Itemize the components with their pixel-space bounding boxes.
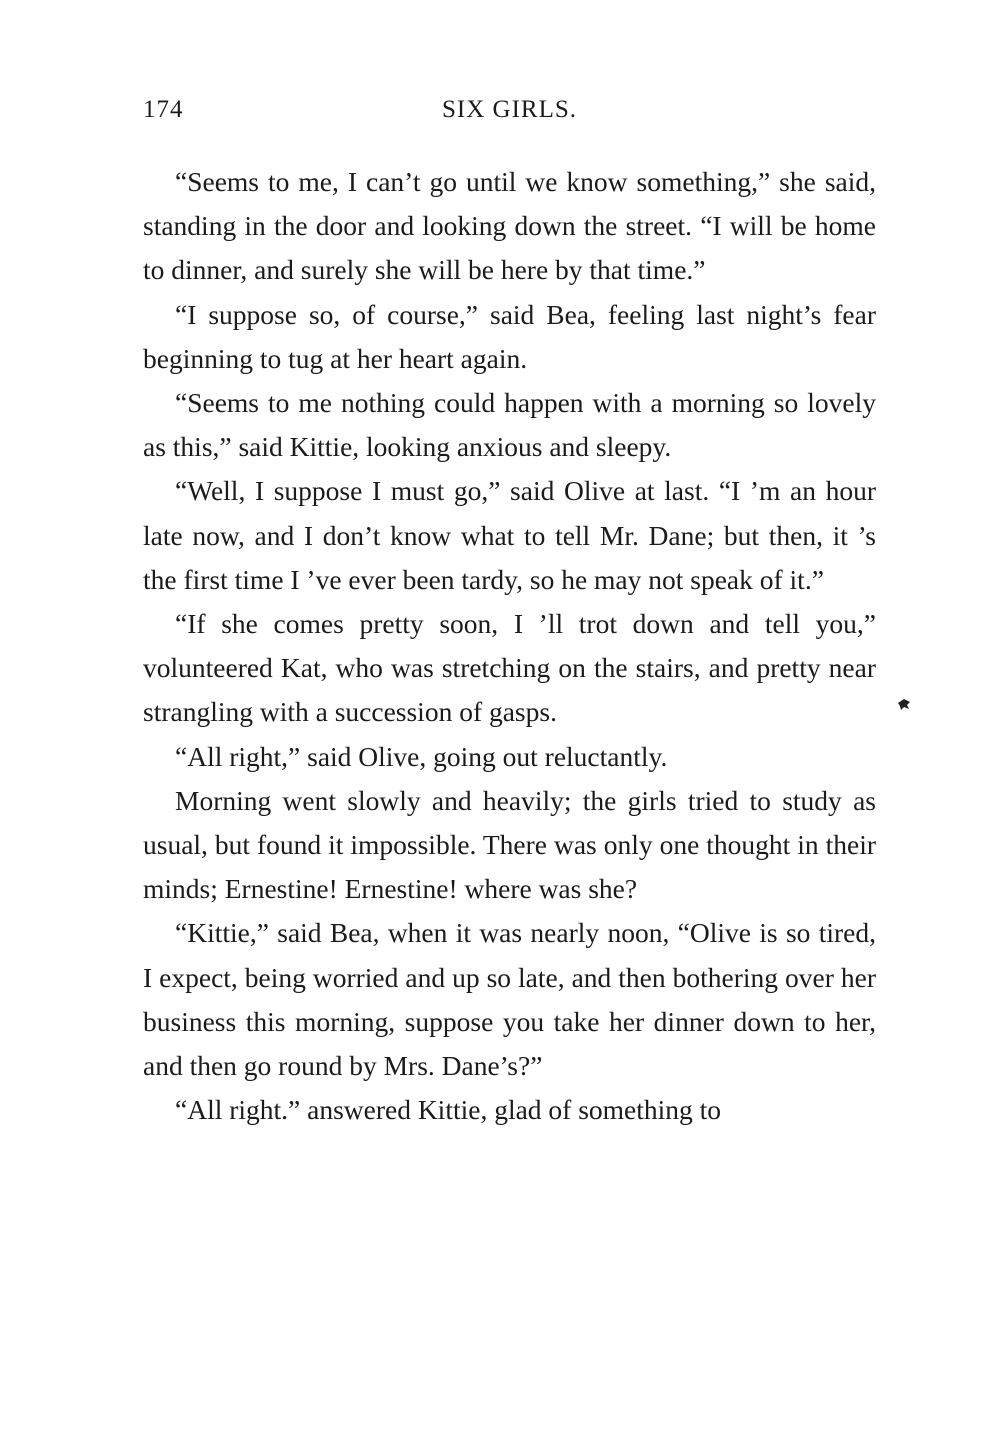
running-title: SIX GIRLS. xyxy=(441,96,577,123)
text-body xyxy=(143,160,876,1132)
paragraph: “If she comes pretty soon, I ’ll trot down and tell you,” volunteered Kat, who was stretching on the stairs, and pretty near strangling with a succession of gasps. xyxy=(143,608,876,728)
ink-blot-icon xyxy=(896,697,912,711)
paragraph: Morning went slowly and heavily; the girls tried to study as usual, but found it impossible. There was only one thought in their minds; Ernestine! Ernestine! where was she? xyxy=(143,784,876,905)
paragraph: “I suppose so, of course,” said Bea, feeling last night’s fear beginning to tug at her heart again. xyxy=(143,298,876,374)
paragraph: “Well, I suppose I must go,” said Olive at last. “I ’m an hour late now, and I don’t know what to tell Mr. Dane; but then, it ’s the first time I ’ve ever been tardy, so he may not speak of it.” xyxy=(143,475,876,595)
running-head xyxy=(143,96,876,132)
paragraph: “Seems to me nothing could happen with a morning so lovely as this,” said Kittie, looking anxious and sleepy. xyxy=(143,387,876,463)
page-number: 174 xyxy=(143,96,184,123)
paragraph: “All right.” answered Kittie, glad of something to xyxy=(175,1094,722,1126)
paragraph: “All right,” said Olive, going out reluctantly. xyxy=(175,740,668,772)
paragraph: “Kittie,” said Bea, when it was nearly noon, “Olive is so tired, I expect, being worried and up so late, and then bothering over her business this morning, suppose you take her dinner down to her, and then go round by Mrs. Dane’s?” xyxy=(143,917,876,1082)
paragraph: “Seems to me, I can’t go until we know something,” she said, standing in the door and looking down the street. “I will be home to dinner, and surely she will be here by that time.” xyxy=(143,166,876,286)
